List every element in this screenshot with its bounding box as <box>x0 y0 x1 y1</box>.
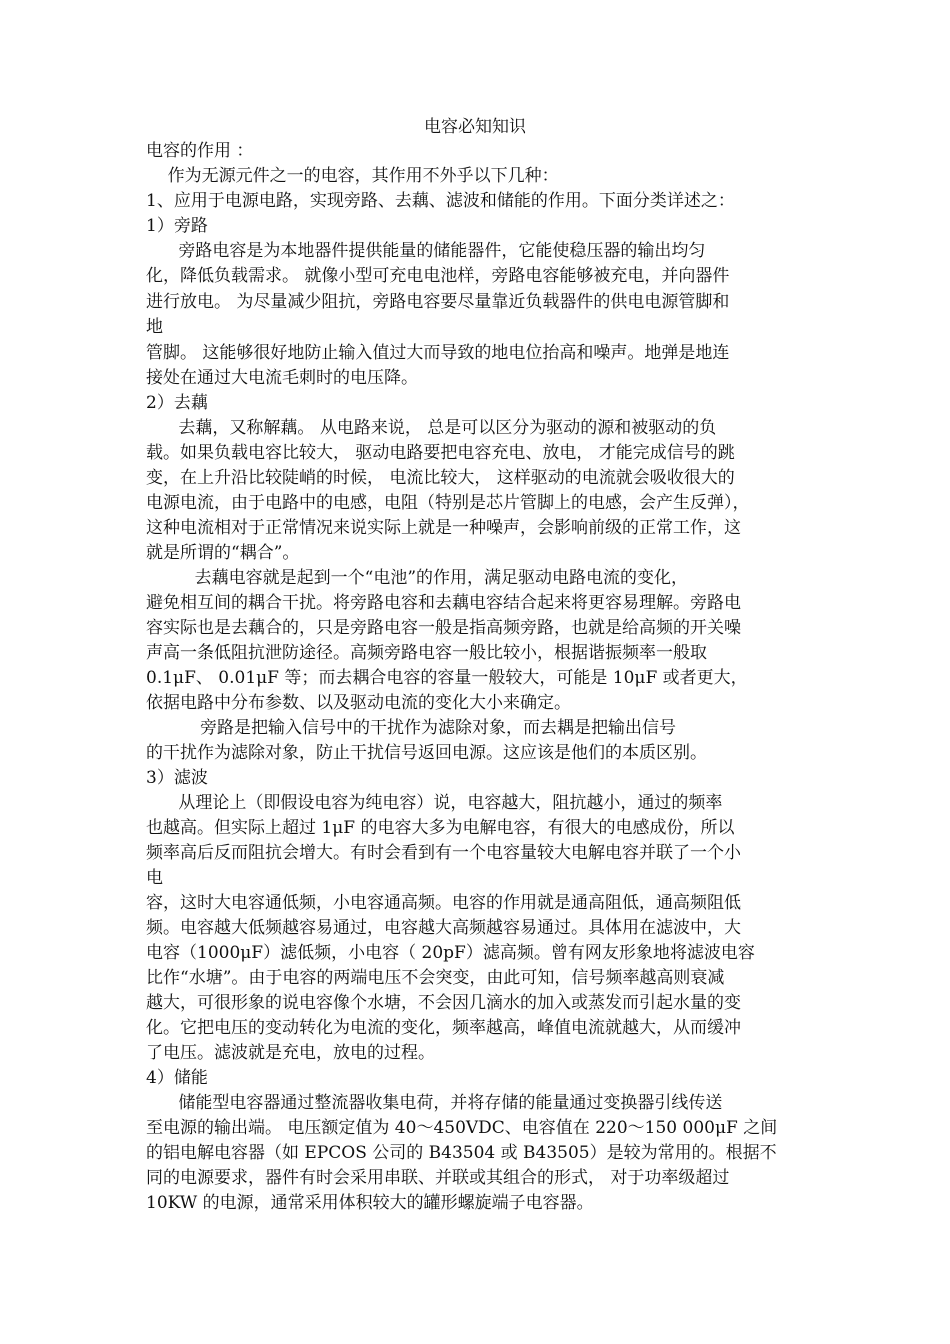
text-line: 去藕电容就是起到一个“电池”的作用，满足驱动电路电流的变化， <box>146 568 689 588</box>
document-title: 电容必知知识 <box>424 117 526 137</box>
text-line: 电 <box>146 868 163 888</box>
text-line: 电源电流，由于电路中的电感，电阻（特别是芯片管脚上的电感，会产生反弹）， <box>146 493 750 513</box>
text-line: 越大，可很形象的说电容像个水塘，不会因几滴水的加入或蒸发而引起水量的变 <box>146 993 741 1013</box>
subsection-heading: 3）滤波 <box>146 768 208 788</box>
text-line: 地 <box>146 317 163 337</box>
text-line: 1、应用于电源电路，实现旁路、去藕、滤波和储能的作用。下面分类详述之： <box>146 191 735 211</box>
text-line: 从理论上（即假设电容为纯电容）说，电容越大，阻抗越小，通过的频率 <box>146 793 723 813</box>
text-line: 比作“水塘”。由于电容的两端电压不会突变，由此可知，信号频率越高则衰减 <box>146 968 725 988</box>
section-heading: 电容的作用 ： <box>146 141 254 161</box>
text-line: 变，在上升沿比较陡峭的时候， 电流比较大， 这样驱动的电流就会吸收很大的 <box>146 468 735 488</box>
text-line: 10KW 的电源，通常采用体积较大的罐形螺旋端子电容器。 <box>146 1193 594 1213</box>
text-line: 旁路电容是为本地器件提供能量的储能器件，它能使稳压器的输出均匀 <box>146 241 706 261</box>
text-line: 化。它把电压的变动转化为电流的变化，频率越高，峰值电流就越大，从而缓冲 <box>146 1018 741 1038</box>
text-line: 了电压。滤波就是充电，放电的过程。 <box>146 1043 435 1063</box>
text-line: 管脚。 这能够很好地防止输入值过大而导致的地电位抬高和噪声。地弹是地连 <box>146 343 730 363</box>
text-line: 的干扰作为滤除对象，防止干扰信号返回电源。这应该是他们的本质区别。 <box>146 743 707 763</box>
text-line: 的铝电解电容器（如 EPCOS 公司的 B43504 或 B43505）是较为常用的。根据不 <box>146 1143 777 1163</box>
text-line: 去藕，又称解藕。 从电路来说， 总是可以区分为驱动的源和被驱动的负 <box>146 418 717 438</box>
text-line: 容实际也是去藕合的，只是旁路电容一般是指高频旁路，也就是给高频的开关噪 <box>146 618 741 638</box>
text-line: 电容（1000μF）滤低频，小电容（ 20pF）滤高频。曾有网友形象地将滤波电容 <box>146 943 755 963</box>
text-line: 旁路是把输入信号中的干扰作为滤除对象，而去耦是把输出信号 <box>146 718 677 738</box>
text-line: 至电源的输出端。 电压额定值为 40～450VDC、电容值在 220～150 000μF 之间 <box>146 1118 778 1138</box>
subsection-heading: 2）去藕 <box>146 393 208 413</box>
text-line: 容，这时大电容通低频，小电容通高频。电容的作用就是通高阻低，通高频阻低 <box>146 893 741 913</box>
text-line: 同的电源要求，器件有时会采用串联、并联或其组合的形式， 对于功率级超过 <box>146 1168 730 1188</box>
text-line: 声高一条低阻抗泄防途径。高频旁路电容一般比较小，根据谐振频率一般取 <box>146 643 707 663</box>
text-line: 化，降低负载需求。 就像小型可充电电池样，旁路电容能够被充电，并向器件 <box>146 266 730 286</box>
text-line: 作为无源元件之一的电容，其作用不外乎以下几种： <box>146 166 559 186</box>
subsection-heading: 4）储能 <box>146 1068 208 1088</box>
text-line: 就是所谓的“耦合”。 <box>146 543 300 563</box>
text-line: 这种电流相对于正常情况来说实际上就是一种噪声，会影响前级的正常工作，这 <box>146 518 741 538</box>
text-line: 储能型电容器通过整流器收集电荷，并将存储的能量通过变换器引线传送 <box>146 1093 723 1113</box>
text-line: 载。如果负载电容比较大， 驱动电路要把电容充电、放电， 才能完成信号的跳 <box>146 443 735 463</box>
text-line: 0.1μF、 0.01μF 等；而去耦合电容的容量一般较大，可能是 10μF 或者更大， <box>146 668 748 688</box>
text-line: 频。电容越大低频越容易通过，电容越大高频越容易通过。具体用在滤波中，大 <box>146 918 741 938</box>
text-line: 也越高。但实际上超过 1μF 的电容大多为电解电容，有很大的电感成份，所以 <box>146 818 735 838</box>
text-line: 依据电路中分布参数、以及驱动电流的变化大小来确定。 <box>146 693 571 713</box>
text-line: 进行放电。 为尽量减少阻抗，旁路电容要尽量靠近负载器件的供电电源管脚和 <box>146 292 730 312</box>
text-line: 接处在通过大电流毛刺时的电压降。 <box>146 368 418 388</box>
text-line: 避免相互间的耦合干扰。将旁路电容和去藕电容结合起来将更容易理解。旁路电 <box>146 593 741 613</box>
subsection-heading: 1）旁路 <box>146 216 208 236</box>
text-line: 频率高后反而阻抗会增大。有时会看到有一个电容量较大电解电容并联了一个小 <box>146 843 741 863</box>
